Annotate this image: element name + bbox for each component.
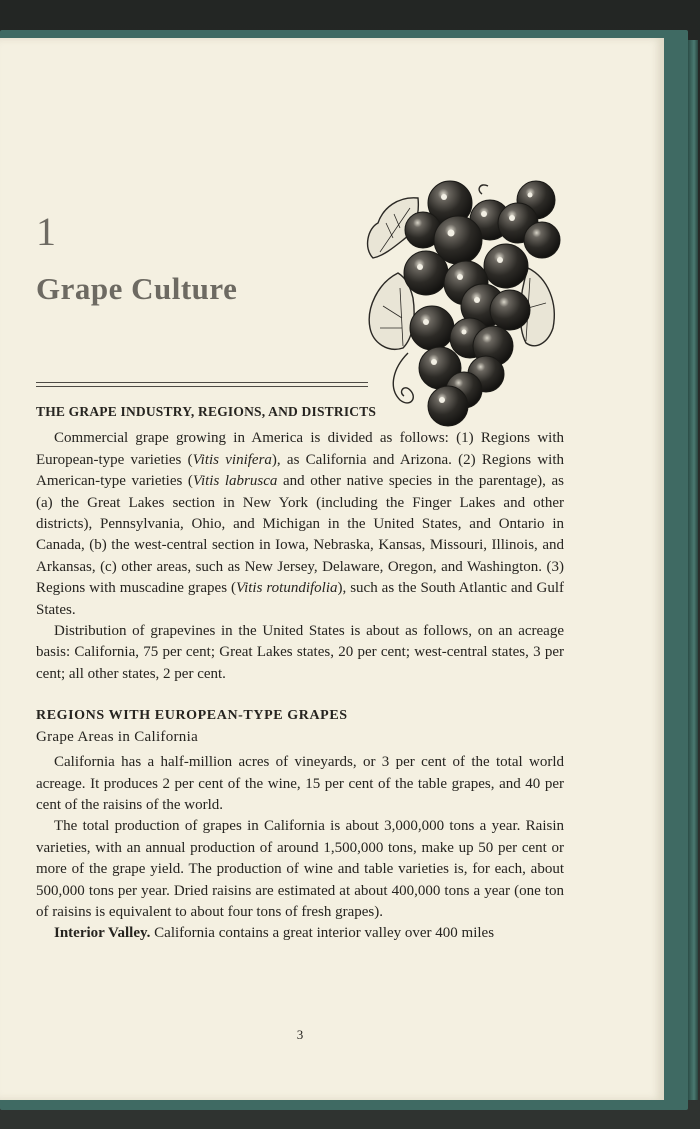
body-text [36,401,564,945]
subsection-heading: Grape Areas in California [36,728,199,745]
section-heading: THE GRAPE INDUSTRY, REGIONS, AND DISTRICTS [36,404,377,419]
paragraph: California has a half-million acres of vineyards, or 3 per cent of the total world acreage. It produces 2 per cent of the wine, 15 per cent of the table grapes, and 40 per cent of the raisins of the world. [36,754,564,813]
page-number: 3 [296,1027,304,1042]
section-heading: REGIONS WITH EUROPEAN-TYPE GRAPES [36,708,348,724]
book-page [0,38,664,1100]
grape-cluster-icon [358,178,568,428]
chapter-number: 1 [36,209,56,254]
paragraph: Distribution of grapevines in the United States is about as follows, on an acreage basis: California, 75 per cent; Great Lakes states, 20 per cent; west-central states, 3 per cent; all other states, 2 per cent. [36,623,564,682]
paragraph: The total production of grapes in California is about 3,000,000 tons a year. Raisin varieties, with an annual production of around 1,500,000 tons, make up 50 per cent or more of the grape yield. The production of wine and table varieties is, for each, about 500,000 tons per year. Dried raisins are estimated at about 400,000 tons a year (one ton of raisins is equivalent to about four tons of fresh grapes). [36,818,564,920]
paragraph: Interior Valley. California contains a great interior valley over 400 miles [54,925,495,942]
title-rule [36,382,368,387]
chapter-title: Grape Culture [36,271,238,306]
paragraph: Commercial grape growing in America is divided as follows: (1) Regions with European-type varieties (Vitis vinifera), as California and Arizona. (2) Regions with American-type varieties (Vitis labrusca and other native species in the parentage), as (a) the Great Lakes section in New York (including the Finger Lakes and other districts), Pennsylvania, Ohio, and Michigan in the United States, and Ontario in Canada, (b) the west-central section in Iowa, Nebraska, Kansas, Missouri, Illinois, and Arkansas, (c) other areas, such as New Jersey, Delaware, Oregon, and Washington. (3) Regions with muscadine grapes (Vitis rotundifolia), such as the South Atlantic and Gulf States. [36,430,565,618]
book-cover-edge [688,40,698,1100]
